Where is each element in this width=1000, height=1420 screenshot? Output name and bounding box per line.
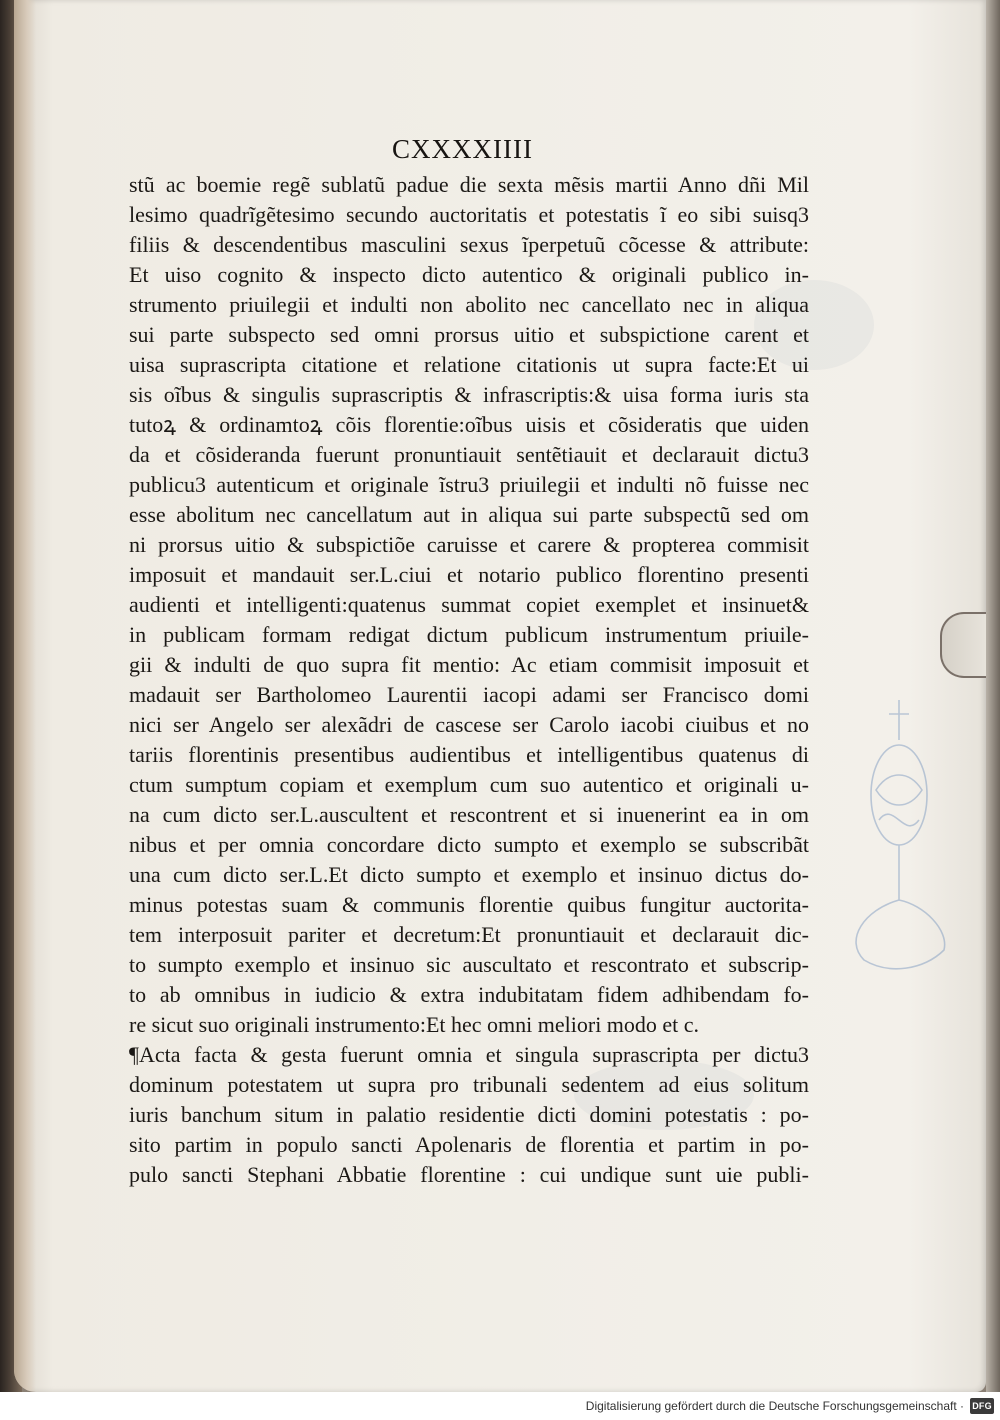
text-line: ni prorsus uitio & subspictiõe caruisse et carere & propterea commisit — [129, 532, 809, 557]
text-line: to ab omnibus in iudicio & extra indubitatam fidem adhibendam fo‑ — [129, 982, 809, 1007]
text-line: una cum dicto ser.L.Et dicto sumpto et exemplo et insinuo dictus do‑ — [129, 862, 809, 887]
folio-number: CXXXXIIII — [392, 134, 533, 164]
text-line: pulo sancti Stephani Abbatie florentine : cui undique sunt uie publi‑ — [129, 1162, 809, 1187]
text-line: sis oĩbus & singulis suprascriptis & infrascriptis:& uisa forma iuris sta — [129, 382, 809, 407]
text-line: esse abolitum nec cancellatum aut in aliqua sui parte subspectũ sed om — [129, 502, 809, 527]
text-block — [129, 170, 809, 1190]
text-line: iuris banchum situm in palatio residentie dicti domini potestatis : po‑ — [129, 1102, 809, 1127]
text-line: stũ ac boemie regẽ sublatũ padue die sexta mẽsis martii Anno dñi Mil — [129, 172, 809, 197]
text-line: audienti et intelligenti:quatenus summat copiet exemplet et insinuet& — [129, 592, 809, 617]
text-line: lesimo quadrĩgẽtesimo secundo auctoritatis et potestatis ĩ eo sibi suisq3 — [129, 202, 809, 227]
dfg-logo: DFG — [970, 1398, 994, 1414]
text-line: tem interposuit pariter et decretum:Et pronuntiauit et declarauit dic‑ — [129, 922, 809, 947]
text-line: nici ser Angelo ser alexãdri de cascese ser Carolo iacobi ciuibus et no — [129, 712, 809, 737]
text-line: tariis florentinis presentibus audientibus et intelligentibus quatenus di — [129, 742, 809, 767]
footer-credit-bar — [0, 1392, 1000, 1420]
text-line: madauit ser Bartholomeo Laurentii iacopi adami ser Francisco domi — [129, 682, 809, 707]
text-line: da et cõsideranda fuerunt pronuntiauit sentẽtiauit et declarauit dictu3 — [129, 442, 809, 467]
scanner-right-edge — [986, 0, 1000, 1392]
page-gutter-shadow — [14, 0, 36, 1392]
text-line: publicu3 autenticum et originale ĩstru3 priuilegii et indulti nõ fuisse nec — [129, 472, 809, 497]
text-line: nibus et per omnia concordare dicto sumpto et exemplo se subscribãt — [129, 832, 809, 857]
text-line: na cum dicto ser.L.auscultent et rescontrent et si inuenerint ea in om — [129, 802, 809, 827]
text-line: Et uiso cognito & inspecto dicto autentico & originali publico in‑ — [129, 262, 809, 287]
text-line: uisa suprascripta citatione et relatione citationis ut supra facte:Et ui — [129, 352, 809, 377]
text-line: gii & indulti de quo supra fit mentio: Ac etiam commisit imposuit et — [129, 652, 809, 677]
text-line: ctum sumptum copiam et exemplum cum suo autentico et originali u‑ — [129, 772, 809, 797]
text-line: tutoꝝ & ordinamtoꝝ cõis florentie:oĩbus uisis et cõsideratis que uiden — [129, 412, 809, 437]
text-line: imposuit et mandauit ser.L.ciui et notario publico florentino presenti — [129, 562, 809, 587]
text-line: filiis & descendentibus masculini sexus ĩperpetuũ cõcesse & attribute: — [129, 232, 809, 257]
text-line: sito partim in populo sancti Apolenaris de florentia et partim in po‑ — [129, 1132, 809, 1157]
text-line: strumento priuilegii et indulti non abolito nec cancellato nec in aliqua — [129, 292, 809, 317]
text-line: to sumpto exemplo et insinuo sic auscultato et rescontrato et subscrip‑ — [129, 952, 809, 977]
text-line: re sicut suo originali instrumento:Et hec omni meliori modo et c. — [129, 1012, 700, 1037]
book-clasp — [940, 612, 986, 678]
footer-credit: Digitalisierung gefördert durch die Deutsche Forschungsgemeinschaft · — [585, 1399, 964, 1413]
watermark-figure — [844, 700, 954, 980]
text-line: in publicam formam redigat dictum publicum instrumentum priuile‑ — [129, 622, 809, 647]
text-line: minus potestas suam & communis florentie quibus fungitur auctorita‑ — [129, 892, 809, 917]
text-line: ¶Acta facta & gesta fuerunt omnia et singula suprascripta per dictu3 — [129, 1042, 809, 1067]
book-page — [14, 0, 986, 1392]
text-line: sui parte subspecto sed omni prorsus uitio et subspictione carent et — [129, 322, 809, 347]
text-line: dominum potestatem ut supra pro tribunali sedentem ad eius solitum — [129, 1072, 809, 1097]
